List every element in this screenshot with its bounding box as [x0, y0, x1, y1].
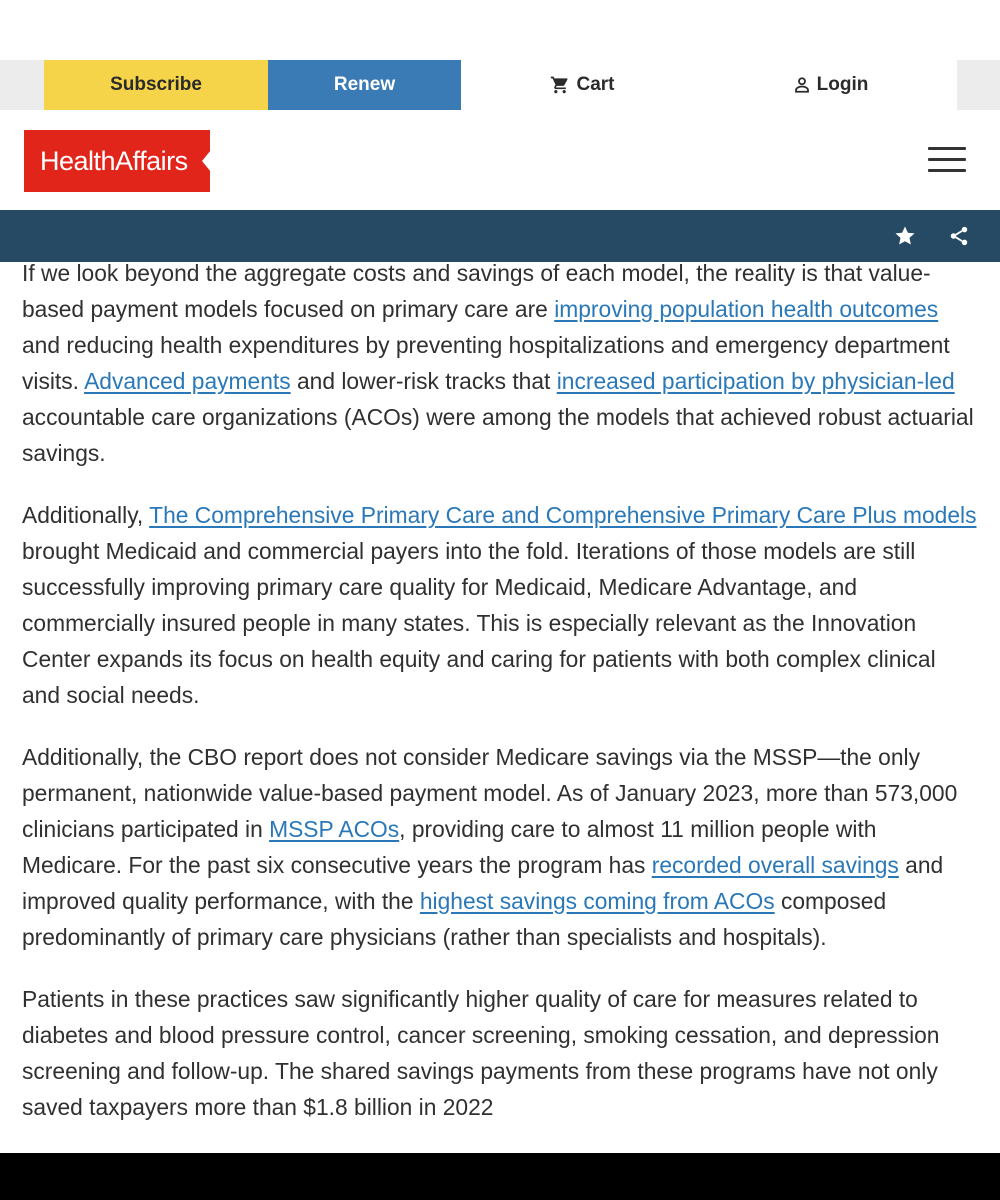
text-segment: accountable care organizations (ACOs) were among the models that achieved robust actuarial savings. [22, 404, 974, 466]
link-highest-savings[interactable]: highest savings coming from ACOs [419, 888, 775, 914]
link-comprehensive-primary-care[interactable]: The Comprehensive Primary Care and Comprehensive Primary Care Plus models [149, 502, 977, 528]
text-segment: Additionally, [22, 502, 150, 528]
star-icon[interactable] [893, 224, 917, 248]
article-paragraph [22, 497, 980, 713]
text-segment: , providing care to almost 11 million people with Medicare. For the past six consecutive years the program has [22, 816, 877, 878]
health-affairs-logo[interactable] [24, 130, 210, 192]
article-body [22, 255, 980, 1151]
link-improving-population-health[interactable]: improving population health outcomes [554, 296, 939, 322]
subscribe-label: Subscribe [110, 74, 202, 95]
renew-button[interactable] [268, 60, 461, 110]
link-mssp-acos[interactable]: MSSP ACOs [269, 816, 400, 842]
text-segment: and improved quality performance, with the [22, 852, 944, 914]
text-segment: and lower-risk tracks that [290, 368, 557, 394]
logo-text: HealthAffairs [40, 145, 188, 176]
subscribe-button[interactable] [44, 60, 268, 110]
cart-icon [550, 75, 570, 95]
hamburger-menu-icon[interactable] [928, 147, 966, 173]
text-segment: Patients in these practices saw significantly higher quality of care for measures related to diabetes and blood pressure control, cancer screening, smoking cessation, and depression screening and follow-up. The shared savings payments from these programs have not only saved taxpayers more than $1.8 billion in 2022 [22, 986, 940, 1120]
login-button[interactable] [704, 60, 957, 110]
logo-notch [202, 150, 211, 172]
text-segment: composed predominantly of primary care physicians (rather than specialists and hospitals). [22, 888, 887, 950]
renew-label: Renew [333, 74, 396, 95]
text-segment: and reducing health expenditures by preventing hospitalizations and emergency department visits. [22, 332, 950, 394]
article-paragraph [22, 255, 980, 471]
topbar-gutter-left [0, 60, 44, 110]
text-segment: Additionally, the CBO report does not consider Medicare savings via the MSSP—the only permanent, nationwide value-based payment model. As of January 2023, more than 573,000 clinicians participated in [22, 744, 958, 842]
user-icon [793, 76, 811, 94]
link-increased-participation[interactable]: increased participation by physician-led [556, 368, 955, 394]
bottom-navigation-bar [0, 1153, 1000, 1200]
article-paragraph [22, 981, 980, 1125]
top-bar [0, 60, 1000, 110]
article-paragraph [22, 739, 980, 955]
cart-label: Cart [576, 74, 615, 95]
link-recorded-overall-savings[interactable]: recorded overall savings [651, 852, 899, 878]
text-segment: If we look beyond the aggregate costs and savings of each model, the reality is that value-based payment models focused on primary care are [22, 260, 931, 322]
login-label: Login [816, 74, 869, 95]
share-icon[interactable] [948, 225, 970, 247]
text-segment: brought Medicaid and commercial payers into the fold. Iterations of those models are still successfully improving primary care quality for Medicaid, Medicare Advantage, and commercially insured people in many states. This is especially relevant as the Innovation Center expands its focus on health equity and caring for patients with both complex clinical and social needs. [22, 538, 936, 708]
topbar-gutter-right [957, 60, 1000, 110]
link-advanced-payments[interactable]: Advanced payments [84, 368, 291, 394]
cart-button[interactable] [461, 60, 704, 110]
